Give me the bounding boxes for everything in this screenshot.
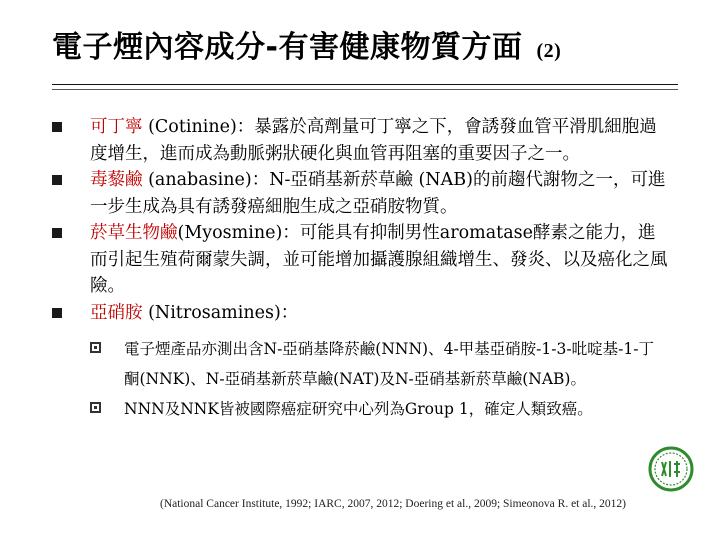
item-text: (Nitrosamines)：	[142, 302, 299, 323]
title-divider	[52, 84, 678, 85]
health-department-seal-icon	[648, 446, 694, 492]
sub-item-text: 電子煙產品亦測出含N-亞硝基降菸鹼(NNN)、4-甲基亞硝胺-1-3-吡啶基-1-丁酮(NNK)、N-亞硝基新菸草鹼(NAT)及N-亞硝基新菸草鹼(NAB)。	[124, 340, 654, 388]
sub-item-detected	[124, 334, 664, 394]
page-title	[52, 22, 561, 66]
sub-item-text: NNN及NNK皆被國際癌症研究中心列為Group 1，確定人類致癌。	[124, 400, 593, 418]
content-list	[0, 114, 720, 424]
sub-item-group1	[124, 394, 664, 424]
item-term: 亞硝胺	[90, 302, 143, 323]
title-divider-thin	[52, 89, 678, 90]
list-item-cotinine	[90, 114, 670, 167]
item-term: 可丁寧	[90, 117, 143, 137]
square-bullet-icon	[52, 175, 62, 185]
item-text: (Myosmine)：可能具有抑制男性aromatase酵素之能力，進而引起生殖荷爾蒙失調，並可能增加攝護腺組織增生、發炎、以及癌化之風險。	[90, 223, 668, 296]
list-item-anabasine	[90, 167, 670, 220]
item-term: 毒藜鹼	[90, 170, 143, 190]
square-bullet-icon	[52, 228, 62, 238]
item-text: (Cotinine)：暴露於高劑量可丁寧之下，會誘發血管平滑肌細胞過度增生，進而成為動脈粥狀硬化與血管再阻塞的重要因子之一。	[90, 117, 657, 164]
hollow-square-bullet-icon	[90, 342, 101, 353]
hollow-square-bullet-icon	[90, 402, 101, 413]
square-bullet-icon	[52, 308, 62, 318]
list-item-myosmine	[90, 220, 670, 300]
square-bullet-icon	[52, 122, 62, 132]
list-item-nitrosamines	[90, 300, 670, 327]
title-suffix: (2)	[536, 40, 562, 62]
title-main: 電子煙內容成分-有害健康物質方面	[52, 30, 523, 65]
citation: (National Cancer Institute, 1992; IARC, 2007, 2012; Doering et al., 2009; Simeonova R. et al., 2012)	[160, 498, 626, 510]
item-term: 菸草生物鹼	[90, 223, 178, 243]
item-text: (anabasine)：N-亞硝基新菸草鹼 (NAB)的前趨代謝物之一，可進一步生成為具有誘發癌細胞生成之亞硝胺物質。	[90, 170, 666, 217]
